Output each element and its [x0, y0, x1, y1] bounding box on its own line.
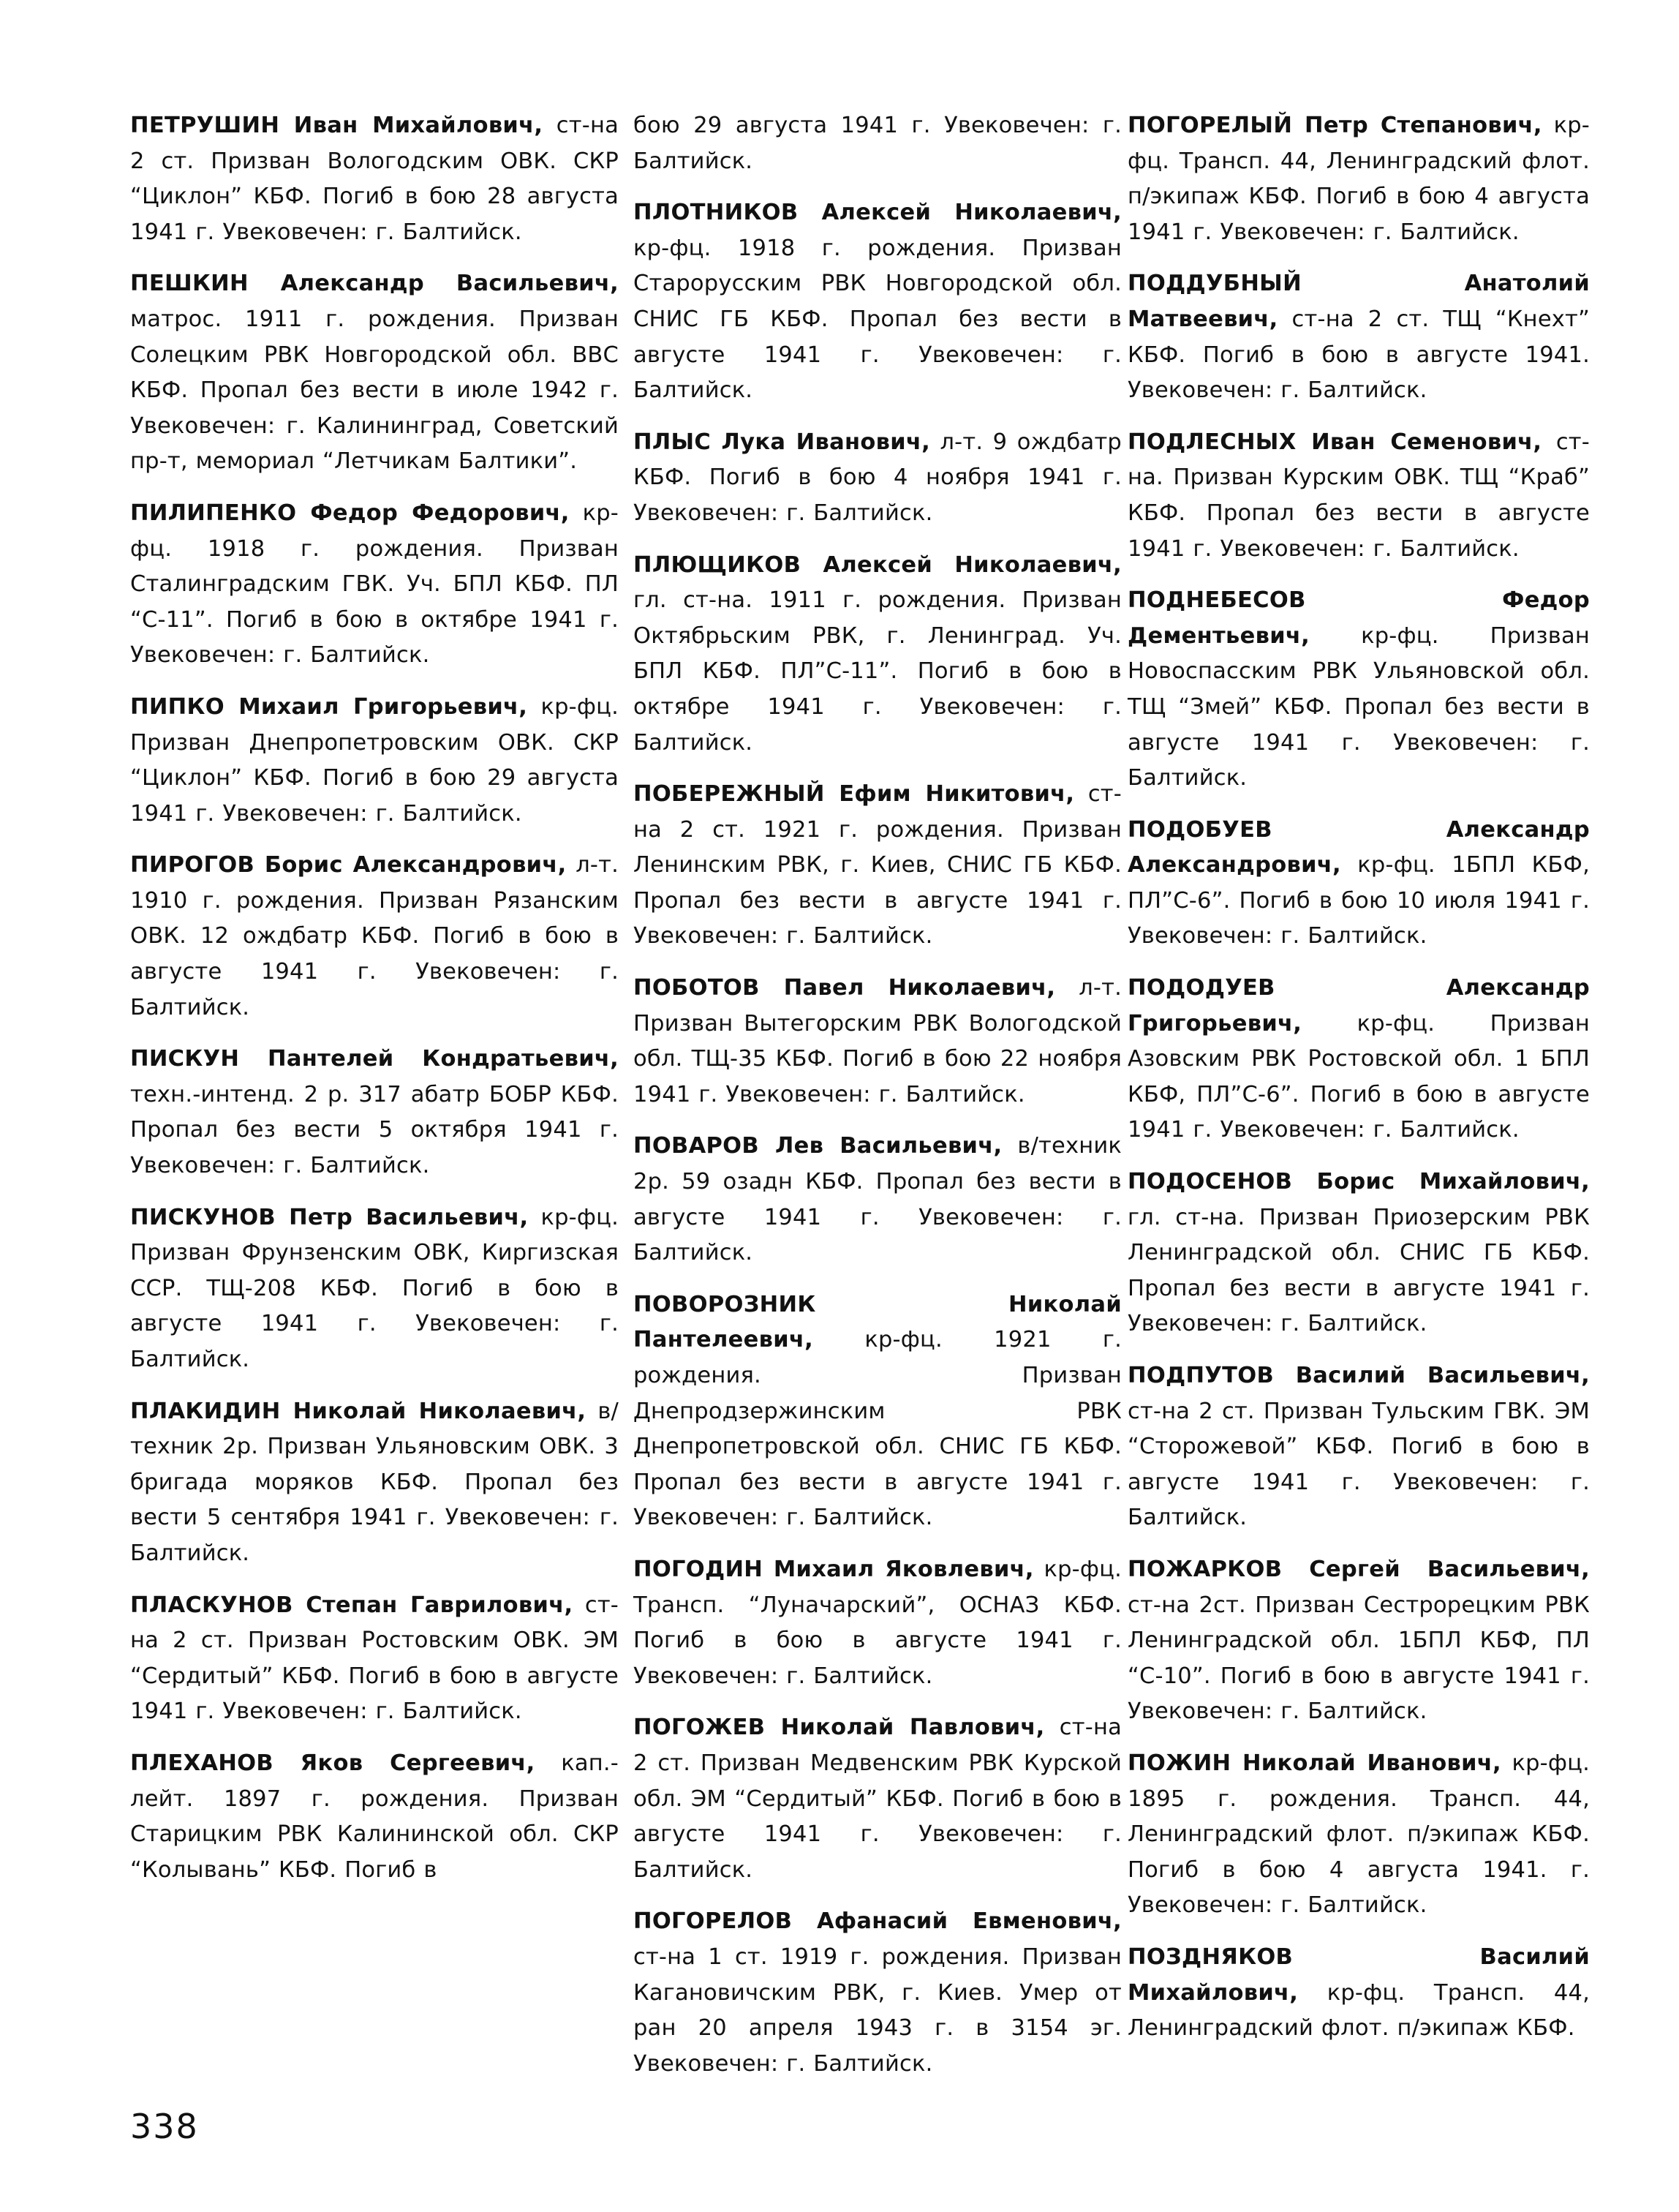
entry	[130, 108, 619, 250]
entry-text: кр-фц. Призван Азовским РВК Ростовской обл. 1 БПЛ КБФ, ПЛ”С-6”. Погиб в бою в августе 1941 г. Увековечен: г. Балтийск.	[1128, 1010, 1590, 1143]
entry	[1128, 1165, 1590, 1342]
entry-text: ст-на 2 ст. Призван Вологодским ОВК. СКР “Циклон” КБФ. Погиб в бою 28 августа 1941 г. Увековечен: г. Балтийск.	[130, 113, 619, 245]
entry-text: л-т. Призван Вытегорским РВК Вологодской обл. ТЩ-35 КБФ. Погиб в бою 22 ноября 1941 г. Увековечен: г. Балтийск.	[633, 975, 1122, 1107]
entry-text: кр-фц. Призван Новоспасским РВК Ульяновской обл. ТЩ “Змей” КБФ. Пропал без вести в августе 1941 г. Увековечен: г. Балтийск.	[1128, 622, 1590, 791]
entry-text: гл. ст-на. 1911 г. рождения. Призван Октябрьским РВК, г. Ленинград. Уч. БПЛ КБФ. ПЛ”С-11”. Погиб в бою в октябре 1941 г. Увековечен: г. Балтийск.	[633, 587, 1122, 756]
entry-name: ПЛЮЩИКОВ Алексей Николаевич,	[633, 552, 1122, 578]
entry	[130, 1200, 619, 1378]
entry-name: ПЛОТНИКОВ Алексей Николаевич,	[633, 200, 1122, 226]
entry	[130, 496, 619, 674]
entry	[130, 1394, 619, 1572]
entry	[633, 108, 1122, 179]
entry-text: ст-на 1 ст. 1919 г. рождения. Призван Кагановичским РВК, г. Киев. Умер от ран 20 апреля 1943 г. в 3154 эг. Увековечен: г. Балтийск.	[633, 1944, 1122, 2077]
entry-text: ст-на 2 ст. Призван Медвенским РВК Курской обл. ЭМ “Сердитый” КБФ. Погиб в бою в августе 1941 г. Увековечен: г. Балтийск.	[633, 1715, 1122, 1883]
entry	[633, 195, 1122, 409]
entry-name: ПЕТРУШИН Иван Михайлович,	[130, 113, 543, 138]
entry-text: кр-фц. Трансп. 44, Ленинградский флот. п/экипаж КБФ. Погиб в бою 4 августа 1941 г. Увековечен: г. Балтийск.	[1128, 113, 1590, 245]
entry	[633, 425, 1122, 532]
entry-name: ПИЛИПЕНКО Федор Федорович,	[130, 500, 570, 526]
entry	[633, 1287, 1122, 1536]
entry-text: ст-на. Призван Курским ОВК. ТЩ “Краб” КБФ. Пропал без вести в августе 1941 г. Увековечен: г. Балтийск.	[1128, 429, 1590, 562]
entry-name: ПОДПУТОВ Василий Васильевич,	[1128, 1363, 1590, 1388]
entry-name: ПИПКО Михаил Григорьевич,	[130, 693, 528, 720]
entry	[130, 848, 619, 1026]
text-column-middle	[633, 108, 1122, 2098]
entry	[130, 1746, 619, 1888]
entry-text: бою 29 августа 1941 г. Увековечен: г. Балтийск.	[633, 113, 1122, 174]
entry	[1128, 1746, 1590, 1924]
entry	[1128, 971, 1590, 1148]
entry-name: ПОБЕРЕЖНЫЙ Ефим Никитович,	[633, 781, 1075, 808]
entry-text: кр-фц. Призван Фрунзенским ОВК, Киргизская ССР. ТЩ-208 КБФ. Погиб в бою в августе 1941 г. Увековечен: г. Балтийск.	[130, 1204, 619, 1372]
entry-text: техн.-интенд. 2 р. 317 абатр БОБР КБФ. Пропал без вести 5 октября 1941 г. Увековечен: г. Балтийск.	[130, 1081, 619, 1179]
entry	[633, 1129, 1122, 1271]
entry-name: ПОГОРЕЛОВ Афанасий Евменович,	[633, 1908, 1122, 1935]
entry-name: ПОГОДИН Михаил Яковлевич,	[633, 1556, 1034, 1582]
entry-text: ст-на 2 ст. 1921 г. рождения. Призван Ленинским РВК, г. Киев, СНИС ГБ КБФ. Пропал без вести в августе 1941 г. Увековечен: г. Балтийск.	[633, 781, 1122, 949]
entry	[1128, 1358, 1590, 1536]
entry-name: ПЛАСКУНОВ Степан Гаврилович,	[130, 1592, 573, 1618]
entry	[1128, 266, 1590, 408]
entry-text: ст-на 2 ст. Призван Ростовским ОВК. ЭМ “Сердитый” КБФ. Погиб в бою в августе 1941 г. Увековечен: г. Балтийск.	[130, 1592, 619, 1725]
entry-text: кр-фц. 1БПЛ КБФ, ПЛ”С-6”. Погиб в бою 10 июля 1941 г. Увековечен: г. Балтийск.	[1128, 852, 1590, 949]
entry-name: ПОДЛЕСНЫХ Иван Семенович,	[1128, 429, 1542, 455]
entry-text: кр-фц. 1921 г. рождения. Призван Днепродзержинским РВК Днепропетровской обл. СНИС ГБ КБФ. Пропал без вести в августе 1941 г. Увековечен: г. Балтийск.	[633, 1327, 1122, 1531]
entry-text: кр-фц. 1918 г. рождения. Призван Сталинградским ГВК. Уч. БПЛ КБФ. ПЛ “С-11”. Погиб в бою в октябре 1941 г. Увековечен: г. Балтийск.	[130, 500, 619, 669]
entry-text: кр-фц. 1895 г. рождения. Трансп. 44, Ленинградский флот. п/экипаж КБФ. Погиб в бою 4 августа 1941. г. Увековечен: г. Балтийск.	[1128, 1750, 1590, 1919]
entry-name: ПОДОБУЕВ Александр Александрович,	[1128, 816, 1590, 879]
entry-name: ПЕШКИН Александр Васильевич,	[130, 271, 619, 297]
entry	[1128, 1552, 1590, 1730]
entry-text: кр-фц. 1918 г. рождения. Призван Старорусским РВК Новгородской обл. СНИС ГБ КБФ. Пропал без вести в августе 1941 г. Увековечен: г. Балтийск.	[633, 235, 1122, 404]
entry-name: ПЛАКИДИН Николай Николаевич,	[130, 1398, 586, 1424]
entry-text: гл. ст-на. Призван Приозерским РВК Ленинградской обл. СНИС ГБ КБФ. Пропал без вести в августе 1941 г. Увековечен: г. Балтийск.	[1128, 1204, 1590, 1337]
entry-name: ПОЖАРКОВ Сергей Васильевич,	[1128, 1556, 1590, 1582]
entry-text: л-т. 1910 г. рождения. Призван Рязанским ОВК. 12 ождбатр КБФ. Погиб в бою в августе 1941 г. Увековечен: г. Балтийск.	[130, 852, 619, 1020]
entry	[130, 690, 619, 832]
entry-name: ПИРОГОВ Борис Александрович,	[130, 852, 567, 879]
entry-name: ПОВОРОЗНИК Николай Пантелеевич,	[633, 1291, 1122, 1353]
entry	[130, 1588, 619, 1730]
entry-name: ПОБОТОВ Павел Николаевич,	[633, 975, 1056, 1001]
entry	[633, 1552, 1122, 1694]
entry-text: кр-фц. Трансп. “Луначарский”, ОСНАЗ КБФ. Погиб в бою в августе 1941 г. Увековечен: г. Балтийск.	[633, 1556, 1122, 1689]
page-number: 338	[130, 2107, 199, 2146]
entry-name: ПЛЫС Лука Иванович,	[633, 429, 931, 455]
entry-text: кр-фц. Призван Днепропетровским ОВК. СКР “Циклон” КБФ. Погиб в бою 29 августа 1941 г. Увековечен: г. Балтийск.	[130, 693, 619, 827]
entry-name: ПОДДУБНЫЙ Анатолий Матвеевич,	[1128, 271, 1590, 332]
entry	[1128, 583, 1590, 797]
entry-text: ст-на 2ст. Призван Сестрорецким РВК Ленинградской обл. 1БПЛ КБФ, ПЛ “С-10”. Погиб в бою в августе 1941 г. Увековечен: г. Балтийск.	[1128, 1592, 1590, 1725]
entry	[633, 971, 1122, 1113]
entry	[633, 777, 1122, 955]
entry-name: ПОДНЕБЕСОВ Федор Дементьевич,	[1128, 587, 1590, 649]
entry-name: ПОДОСЕНОВ Борис Михайлович,	[1128, 1169, 1590, 1195]
entry	[1128, 1940, 1590, 2047]
entry	[1128, 813, 1590, 955]
entry-text: в/техник 2р. 59 озадн КБФ. Пропал без вести в августе 1941 г. Увековечен: г. Балтийск.	[633, 1133, 1123, 1266]
entry	[633, 548, 1122, 761]
entry-text: ст-на 2 ст. ТЩ “Кнехт” КБФ. Погиб в бою в августе 1941. Увековечен: г. Балтийск.	[1128, 306, 1590, 404]
text-column-left	[130, 108, 619, 1904]
entry-name: ПОВАРОВ Лев Васильевич,	[633, 1133, 1003, 1159]
entry	[130, 1042, 619, 1184]
entry	[633, 1904, 1122, 2082]
entry-name: ПОЖИН Николай Иванович,	[1128, 1750, 1501, 1776]
entry-text: в/техник 2р. Призван Ульяновским ОВК. 3 бригада моряков КБФ. Пропал без вести 5 сентября 1941 г. Увековечен: г. Балтийск.	[130, 1398, 619, 1566]
entry-name: ПИСКУНОВ Петр Васильевич,	[130, 1204, 529, 1230]
entry-name: ПЛЕХАНОВ Яков Сергеевич,	[130, 1750, 535, 1776]
entry-name: ПИСКУН Пантелей Кондратьевич,	[130, 1046, 619, 1072]
entry-name: ПОДОДУЕВ Александр Григорьевич,	[1128, 975, 1590, 1037]
entry-text: л-т. 9 ождбатр КБФ. Погиб в бою 4 ноября 1941 г. Увековечен: г. Балтийск.	[633, 429, 1122, 526]
entry-name: ПОЗДНЯКОВ Василий Михайлович,	[1128, 1944, 1590, 2006]
text-column-right	[1128, 108, 1590, 2063]
entry	[1128, 425, 1590, 567]
entry	[633, 1710, 1122, 1888]
entry-text: кр-фц. Трансп. 44, Ленинградский флот. п/экипаж КБФ.	[1128, 1979, 1590, 2042]
entry-text: матрос. 1911 г. рождения. Призван Солецким РВК Новгородской обл. ВВС КБФ. Пропал без вести в июле 1942 г. Увековечен: г. Калининград, Советский пр-т, мемориал “Летчикам Балтики”.	[130, 306, 619, 475]
entry-name: ПОГОЖЕВ Николай Павлович,	[633, 1715, 1045, 1741]
entry-text: кап.-лейт. 1897 г. рождения. Призван Старицким РВК Калининской обл. СКР “Колывань” КБФ. Погиб в	[130, 1750, 619, 1883]
entry	[130, 266, 619, 480]
entry-name: ПОГОРЕЛЫЙ Петр Степанович,	[1128, 113, 1542, 138]
entry-text: ст-на 2 ст. Призван Тульским ГВК. ЭМ “Сторожевой” КБФ. Погиб в бою в августе 1941 г. Увековечен: г. Балтийск.	[1128, 1398, 1590, 1531]
entry	[1128, 108, 1590, 250]
